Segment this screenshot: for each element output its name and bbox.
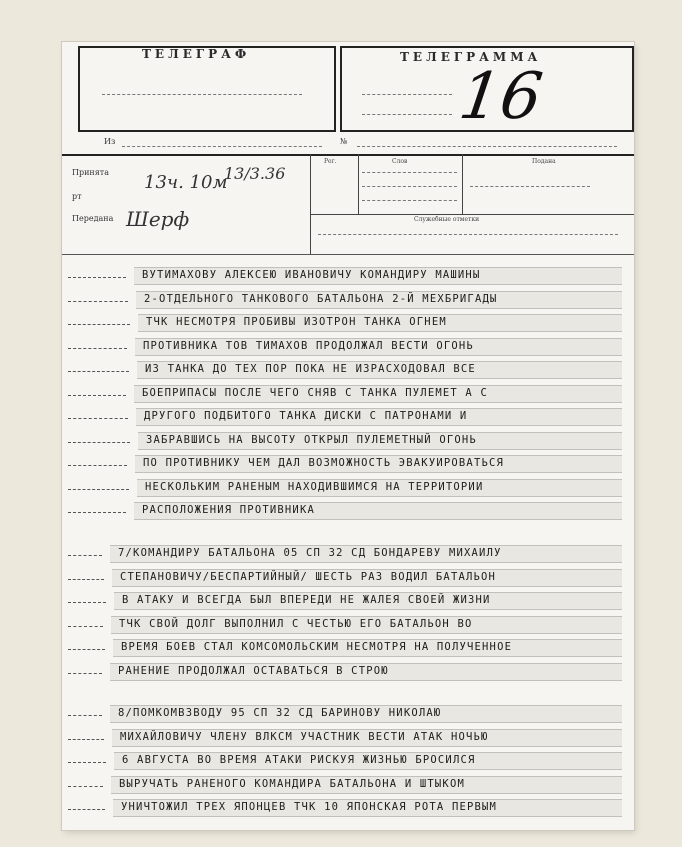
dashed-line — [362, 114, 452, 115]
dashed-line — [122, 146, 322, 147]
form-divider — [358, 154, 359, 214]
message-line: 7/КОМАНДИРУ БАТАЛЬОНА 05 СП 32 СД БОНДАРЕВУ МИХАИЛУ — [118, 547, 502, 559]
form-divider — [62, 254, 634, 255]
leading-dashes — [68, 715, 102, 716]
message-line: ИЗ ТАНКА ДО ТЕХ ПОР ПОКА НЕ ИЗРАСХОДОВАЛ ВСЕ — [145, 363, 476, 375]
handwritten-signature: Шерф — [126, 207, 190, 231]
message-line: ЗАБРАВШИСЬ НА ВЫСОТУ ОТКРЫЛ ПУЛЕМЕТНЫЙ ОГОНЬ — [146, 433, 477, 446]
label-reg: Рег. — [324, 158, 337, 165]
message-line: МИХАЙЛОВИЧУ ЧЛЕНУ ВЛКСМ УЧАСТНИК ВЕСТИ АТАК НОЧЬЮ — [120, 730, 489, 743]
leading-dashes — [68, 649, 105, 650]
message-line: В АТАКУ И ВСЕГДА БЫЛ ВПЕРЕДИ НЕ ЖАЛЕЯ СВОЕЙ ЖИЗНИ — [122, 594, 491, 606]
message-line: УНИЧТОЖИЛ ТРЕХ ЯПОНЦЕВ ТЧК 10 ЯПОНСКАЯ РОТА ПЕРВЫМ — [121, 801, 498, 813]
leading-dashes — [68, 762, 106, 763]
leading-dashes — [68, 555, 102, 556]
message-line: ВРЕМЯ БОЕВ СТАЛ КОМСОМОЛЬСКИМ НЕСМОТРЯ НА ПОЛУЧЕННОЕ — [121, 641, 513, 653]
label-number: № — [340, 137, 348, 146]
message-line: РАНЕНИЕ ПРОДОЛЖАЛ ОСТАВАТЬСЯ В СТРОЮ — [118, 664, 389, 677]
label-words: Слов — [392, 158, 408, 165]
dashed-line — [362, 200, 457, 201]
leading-dashes — [68, 809, 105, 810]
message-line: СТЕПАНОВИЧУ/БЕСПАРТИЙНЫЙ/ ШЕСТЬ РАЗ ВОДИЛ БАТАЛЬОН — [120, 570, 497, 583]
leading-dashes — [68, 395, 126, 396]
message-line: ТЧК НЕСМОТРЯ ПРОБИВЫ ИЗОТРОН ТАНКА ОГНЕМ — [146, 316, 447, 328]
message-line: ТЧК СВОЙ ДОЛГ ВЫПОЛНИЛ С ЧЕСТЬЮ ЕГО БАТАЛЬОН ВО — [119, 617, 473, 630]
label-date: Подана — [532, 158, 556, 165]
message-line: ВУТИМАХОВУ АЛЕКСЕЮ ИВАНОВИЧУ КОМАНДИРУ МАШИНЫ — [142, 269, 481, 281]
message-line: ВЫРУЧАТЬ РАНЕНОГО КОМАНДИРА БАТАЛЬОНА И ШТЫКОМ — [119, 777, 465, 790]
form-divider — [310, 214, 634, 215]
dashed-line — [362, 186, 457, 187]
dashed-line — [102, 94, 302, 95]
leading-dashes — [68, 579, 104, 580]
form-divider — [310, 154, 311, 254]
leading-dashes — [68, 602, 106, 603]
leading-dashes — [68, 673, 102, 674]
message-line: НЕСКОЛЬКИМ РАНЕНЫМ НАХОДИВШИМСЯ НА ТЕРРИТОРИИ — [145, 480, 484, 493]
label-accepted: Принята — [72, 168, 110, 177]
header-telegraph: ТЕЛЕГРАФ — [142, 47, 251, 61]
leading-dashes — [68, 348, 127, 349]
leading-dashes — [68, 277, 126, 278]
header-telegram: ТЕЛЕГРАММА — [400, 50, 542, 64]
message-line: РАСПОЛОЖЕНИЯ ПРОТИВНИКА — [142, 504, 315, 516]
label-by: рт — [72, 192, 82, 201]
leading-dashes — [68, 626, 103, 627]
label-service-marks: Служебные отметки — [414, 216, 480, 223]
message-line: 2-ОТДЕЛЬНОГО ТАНКОВОГО БАТАЛЬОНА 2-Й МЕХБРИГАДЫ — [144, 292, 498, 305]
telegram-number: 16 — [454, 60, 547, 134]
form-divider — [462, 154, 463, 214]
handwritten-date: 13/3.36 — [224, 164, 286, 183]
handwritten-time: 13ч. 10м — [144, 172, 228, 193]
message-line: ДРУГОГО ПОДБИТОГО ТАНКА ДИСКИ С ПАТРОНАМИ И — [144, 410, 468, 422]
leading-dashes — [68, 489, 129, 490]
label-from: Из — [104, 137, 116, 146]
label-transmitted: Передана — [72, 214, 114, 223]
leading-dashes — [68, 371, 129, 372]
leading-dashes — [68, 301, 128, 302]
message-line: 6 АВГУСТА ВО ВРЕМЯ АТАКИ РИСКУЯ ЖИЗНЬЮ БРОСИЛСЯ — [122, 754, 476, 766]
message-line: ПО ПРОТИВНИКУ ЧЕМ ДАЛ ВОЗМОЖНОСТЬ ЭВАКУИРОВАТЬСЯ — [143, 457, 505, 469]
telegram-form-header — [62, 42, 634, 257]
leading-dashes — [68, 739, 104, 740]
leading-dashes — [68, 512, 126, 513]
leading-dashes — [68, 418, 128, 419]
dashed-line — [318, 234, 618, 235]
leading-dashes — [68, 465, 127, 466]
leading-dashes — [68, 786, 103, 787]
dashed-line — [470, 186, 590, 187]
leading-dashes — [68, 442, 130, 443]
dashed-line — [362, 172, 457, 173]
telegram-sheet — [62, 42, 634, 830]
leading-dashes — [68, 324, 130, 325]
message-line: БОЕПРИПАСЫ ПОСЛЕ ЧЕГО СНЯВ С ТАНКА ПУЛЕМЕТ А С — [142, 386, 488, 399]
form-divider — [62, 154, 634, 156]
dashed-line — [362, 94, 452, 95]
dashed-line — [357, 146, 617, 147]
message-line: 8/ПОМКОМВЗВОДУ 95 СП 32 СД БАРИНОВУ НИКОЛАЮ — [118, 707, 442, 719]
message-line: ПРОТИВНИКА ТОВ ТИМАХОВ ПРОДОЛЖАЛ ВЕСТИ ОГОНЬ — [143, 339, 474, 352]
